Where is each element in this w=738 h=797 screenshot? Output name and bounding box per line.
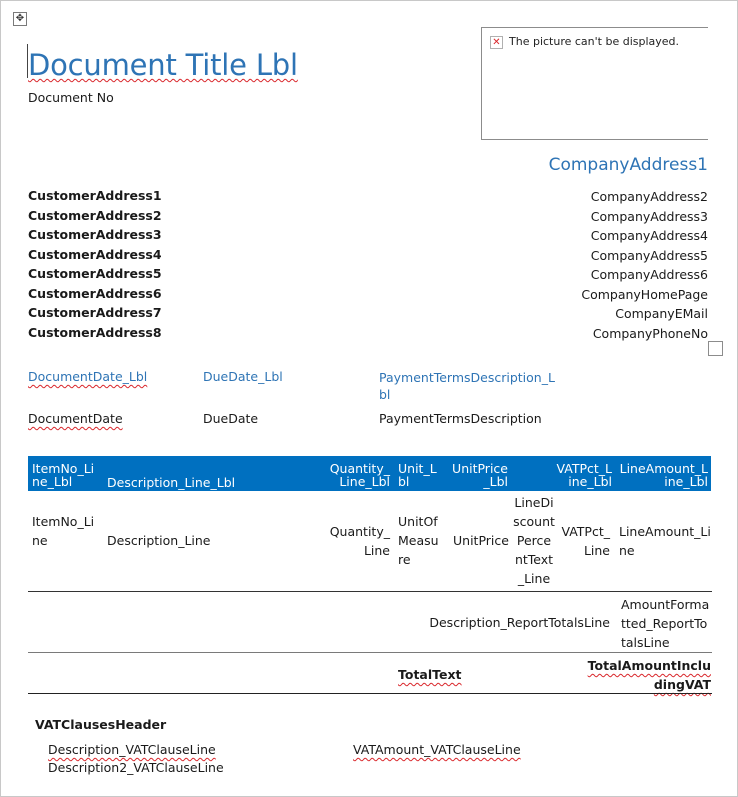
- company-address-2[interactable]: CompanyAddress2: [590, 189, 708, 204]
- total-amount-text: TotalAmountIncludingVAT: [587, 658, 711, 692]
- content-control-handle[interactable]: [708, 341, 723, 356]
- customer-address[interactable]: CustomerAddress3: [28, 227, 162, 242]
- total-text-label: TotalText: [398, 667, 462, 682]
- total-divider: [28, 693, 712, 694]
- picture-error-message: The picture can't be displayed.: [509, 35, 680, 48]
- cell-vat-pct[interactable]: VATPct_Line: [561, 524, 610, 558]
- cell-unit-price[interactable]: UnitPrice: [453, 533, 509, 548]
- document-date-value[interactable]: [28, 411, 123, 426]
- company-home-page[interactable]: CompanyHomePage: [581, 287, 708, 302]
- broken-image-icon: ✕: [490, 36, 503, 49]
- header-unit-price[interactable]: UnitPrice_Lbl: [452, 461, 508, 489]
- totals-divider: [28, 652, 712, 653]
- document-title[interactable]: [28, 48, 298, 82]
- company-address-4[interactable]: CompanyAddress4: [590, 228, 708, 243]
- company-address-1[interactable]: CompanyAddress1: [548, 155, 708, 175]
- document-title-text: Document Title Lbl: [28, 48, 298, 82]
- cell-line-amount[interactable]: LineAmount_Line: [619, 524, 711, 558]
- document-number[interactable]: Document No: [28, 90, 114, 105]
- total-amount-including-vat[interactable]: [583, 656, 711, 694]
- cell-discount[interactable]: LineDiscountPercentText_Line: [513, 495, 555, 586]
- vat-clause-description-text: Description_VATClauseLine: [48, 742, 216, 757]
- customer-address[interactable]: CustomerAddress8: [28, 325, 162, 340]
- customer-address[interactable]: CustomerAddress2: [28, 208, 162, 223]
- customer-address[interactable]: CustomerAddress4: [28, 247, 162, 262]
- company-address-3[interactable]: CompanyAddress3: [590, 209, 708, 224]
- document-date-label[interactable]: [28, 369, 147, 384]
- customer-address[interactable]: CustomerAddress7: [28, 305, 162, 320]
- table-move-handle-icon[interactable]: ✥: [13, 12, 27, 26]
- header-vat-pct[interactable]: VATPct_Line_Lbl: [556, 461, 612, 489]
- vat-clause-description-2[interactable]: Description2_VATClauseLine: [48, 760, 224, 775]
- payment-terms-value[interactable]: PaymentTermsDescription: [379, 411, 542, 426]
- vat-clause-description[interactable]: [48, 742, 216, 757]
- cell-item-no[interactable]: ItemNo_Line: [32, 514, 95, 548]
- header-item-no[interactable]: ItemNo_Line_Lbl: [32, 461, 95, 489]
- totals-line-amount[interactable]: AmountFormatted_ReportTotalsLine: [621, 597, 710, 650]
- company-address-6[interactable]: CompanyAddress6: [590, 267, 708, 282]
- company-address-5[interactable]: CompanyAddress5: [590, 248, 708, 263]
- total-text[interactable]: [398, 665, 462, 684]
- due-date-value[interactable]: DueDate: [203, 411, 259, 426]
- vat-clause-amount-text: VATAmount_VATClauseLine: [353, 742, 521, 757]
- document-date-label-text: DocumentDate_Lbl: [28, 369, 148, 384]
- header-unit[interactable]: Unit_Lbl: [398, 461, 437, 489]
- vat-clause-amount[interactable]: [353, 742, 521, 757]
- header-line-amount[interactable]: LineAmount_Line_Lbl: [619, 461, 708, 489]
- customer-address[interactable]: CustomerAddress6: [28, 286, 162, 301]
- cell-quantity[interactable]: Quantity_Line: [329, 524, 390, 558]
- header-quantity[interactable]: Quantity_Line_Lbl: [329, 461, 390, 489]
- lines-table-header: [28, 456, 711, 491]
- customer-address[interactable]: CustomerAddress1: [28, 188, 162, 203]
- cell-description[interactable]: Description_Line: [107, 533, 211, 548]
- customer-address[interactable]: CustomerAddress5: [28, 266, 162, 281]
- due-date-label[interactable]: DueDate_Lbl: [203, 369, 283, 384]
- payment-terms-label[interactable]: PaymentTermsDescription_Lbl: [379, 370, 555, 402]
- cell-unit[interactable]: UnitOfMeasure: [398, 514, 439, 567]
- row-divider: [28, 591, 712, 592]
- totals-line-description[interactable]: Description_ReportTotalsLine: [429, 615, 610, 630]
- company-logo-placeholder[interactable]: [481, 27, 708, 140]
- company-phone-no[interactable]: CompanyPhoneNo: [592, 326, 708, 341]
- document-date-text: DocumentDate: [28, 411, 123, 426]
- header-description[interactable]: Description_Line_Lbl: [107, 475, 236, 490]
- vat-clauses-header[interactable]: VATClausesHeader: [35, 717, 167, 732]
- company-email[interactable]: CompanyEMail: [615, 306, 708, 321]
